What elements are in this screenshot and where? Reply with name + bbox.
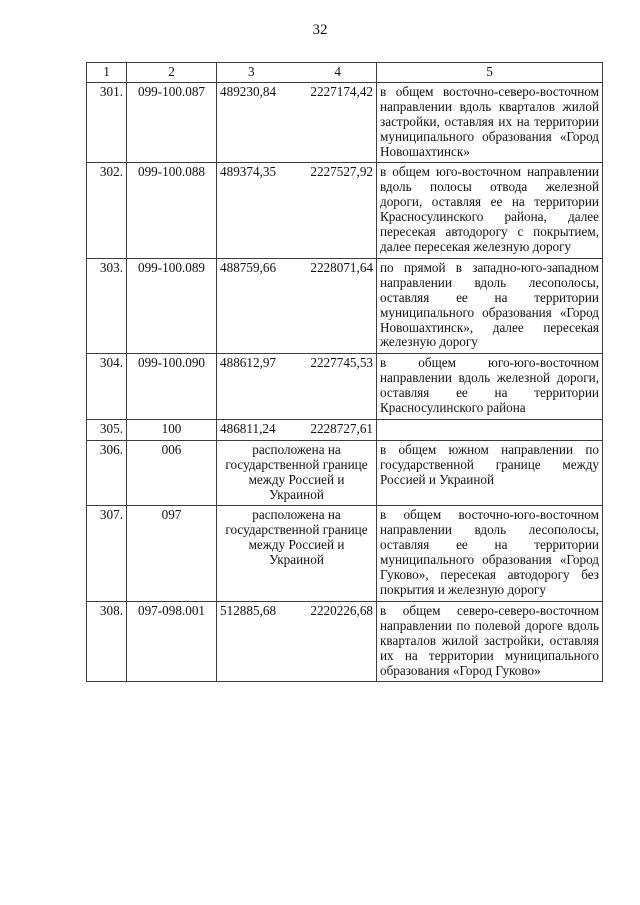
coord-x: 512885,68 [220, 602, 277, 618]
point-id: 099-100.087 [127, 82, 217, 163]
coord-y: 2228071,64 [310, 259, 373, 275]
coordinates [217, 419, 377, 440]
coordinates [217, 82, 377, 163]
route-description [377, 440, 603, 506]
coord-y: 2227527,92 [310, 164, 373, 180]
table-row [87, 601, 603, 682]
point-id: 099-100.089 [127, 258, 217, 353]
header-col-3-4 [217, 63, 377, 83]
coord-y: 2227174,42 [310, 83, 373, 99]
row-number: 301. [87, 82, 127, 163]
coordinates [217, 258, 377, 353]
border-note-text: расположена на государственной границе между Россией и Украиной [225, 507, 368, 568]
table-row [87, 82, 603, 163]
row-number: 302. [87, 163, 127, 258]
header-col-5: 5 [377, 63, 603, 83]
route-description [377, 419, 603, 440]
route-description-text: в общем восточно-юго-восточном направлении вдоль лесополосы, оставляя ее на территории муниципального образования «Город Гуково», пересекая автодорогу без покрытия и железную дорогу [380, 507, 599, 597]
border-note [217, 506, 377, 601]
table-row [87, 506, 603, 601]
route-description-text: в общем юго-восточном направлении вдоль полосы отвода железной дороги, оставляя ее на территории Красносулинского района, далее пересекая автодорогу с покрытием, далее пересекая железную дорогу [380, 164, 599, 254]
row-number: 305. [87, 419, 127, 440]
route-description-text: в общем северо-северо-восточном направлении по полевой дороге вдоль кварталов жилой застройки, оставляя их на территории муниципального образования «Город Гуково» [380, 602, 599, 678]
row-number: 303. [87, 258, 127, 353]
coord-x: 486811,24 [220, 420, 276, 436]
coordinates [217, 354, 377, 420]
coordinates [217, 601, 377, 682]
route-description [377, 506, 603, 601]
boundary-table [86, 62, 603, 682]
route-description-text: по прямой в западно-юго-западном направлении вдоль лесополосы, оставляя ее на территории муниципального образования «Город Новошахтинск», далее пересекая железную дорогу [380, 259, 599, 350]
route-description [377, 354, 603, 420]
route-description [377, 258, 603, 353]
header-col-1: 1 [87, 63, 127, 83]
coord-y: 2220226,68 [310, 602, 373, 618]
table-row [87, 440, 603, 506]
route-description [377, 163, 603, 258]
coord-x: 488759,66 [220, 259, 277, 275]
page-number: 32 [312, 22, 328, 38]
coord-y: 2227745,53 [310, 355, 373, 371]
route-description [377, 82, 603, 163]
point-id: 097-098.001 [127, 601, 217, 682]
row-number: 304. [87, 354, 127, 420]
coordinates [217, 163, 377, 258]
coord-y: 2228727,61 [310, 420, 373, 436]
table-row [87, 354, 603, 420]
coord-x: 488612,97 [220, 355, 277, 371]
table-header-row [87, 63, 603, 83]
coord-x: 489374,35 [220, 164, 277, 180]
point-id: 006 [127, 440, 217, 506]
route-description-text: в общем южном направлении по государственной границе между Россией и Украиной [380, 441, 599, 487]
row-number: 306. [87, 440, 127, 506]
table-row [87, 163, 603, 258]
point-id: 097 [127, 506, 217, 601]
row-number: 308. [87, 601, 127, 682]
route-description-text: в общем юго-юго-восточном направлении вдоль железной дороги, оставляя ее на территории Красносулинского района [380, 355, 599, 416]
route-description-text: в общем восточно-северо-восточном направлении вдоль кварталов жилой застройки, оставляя их на территории муниципального образования «Город Новошахтинск» [380, 83, 599, 159]
header-col-2: 2 [127, 63, 217, 83]
border-note-text: расположена на государственной границе между Россией и Украиной [225, 441, 368, 502]
table-row [87, 419, 603, 440]
point-id: 099-100.088 [127, 163, 217, 258]
point-id: 100 [127, 419, 217, 440]
border-note [217, 440, 377, 506]
row-number: 307. [87, 506, 127, 601]
header-col-4: 4 [334, 64, 341, 79]
header-col-3: 3 [248, 64, 255, 79]
table-row [87, 258, 603, 353]
route-description [377, 601, 603, 682]
coord-x: 489230,84 [220, 83, 277, 99]
point-id: 099-100.090 [127, 354, 217, 420]
